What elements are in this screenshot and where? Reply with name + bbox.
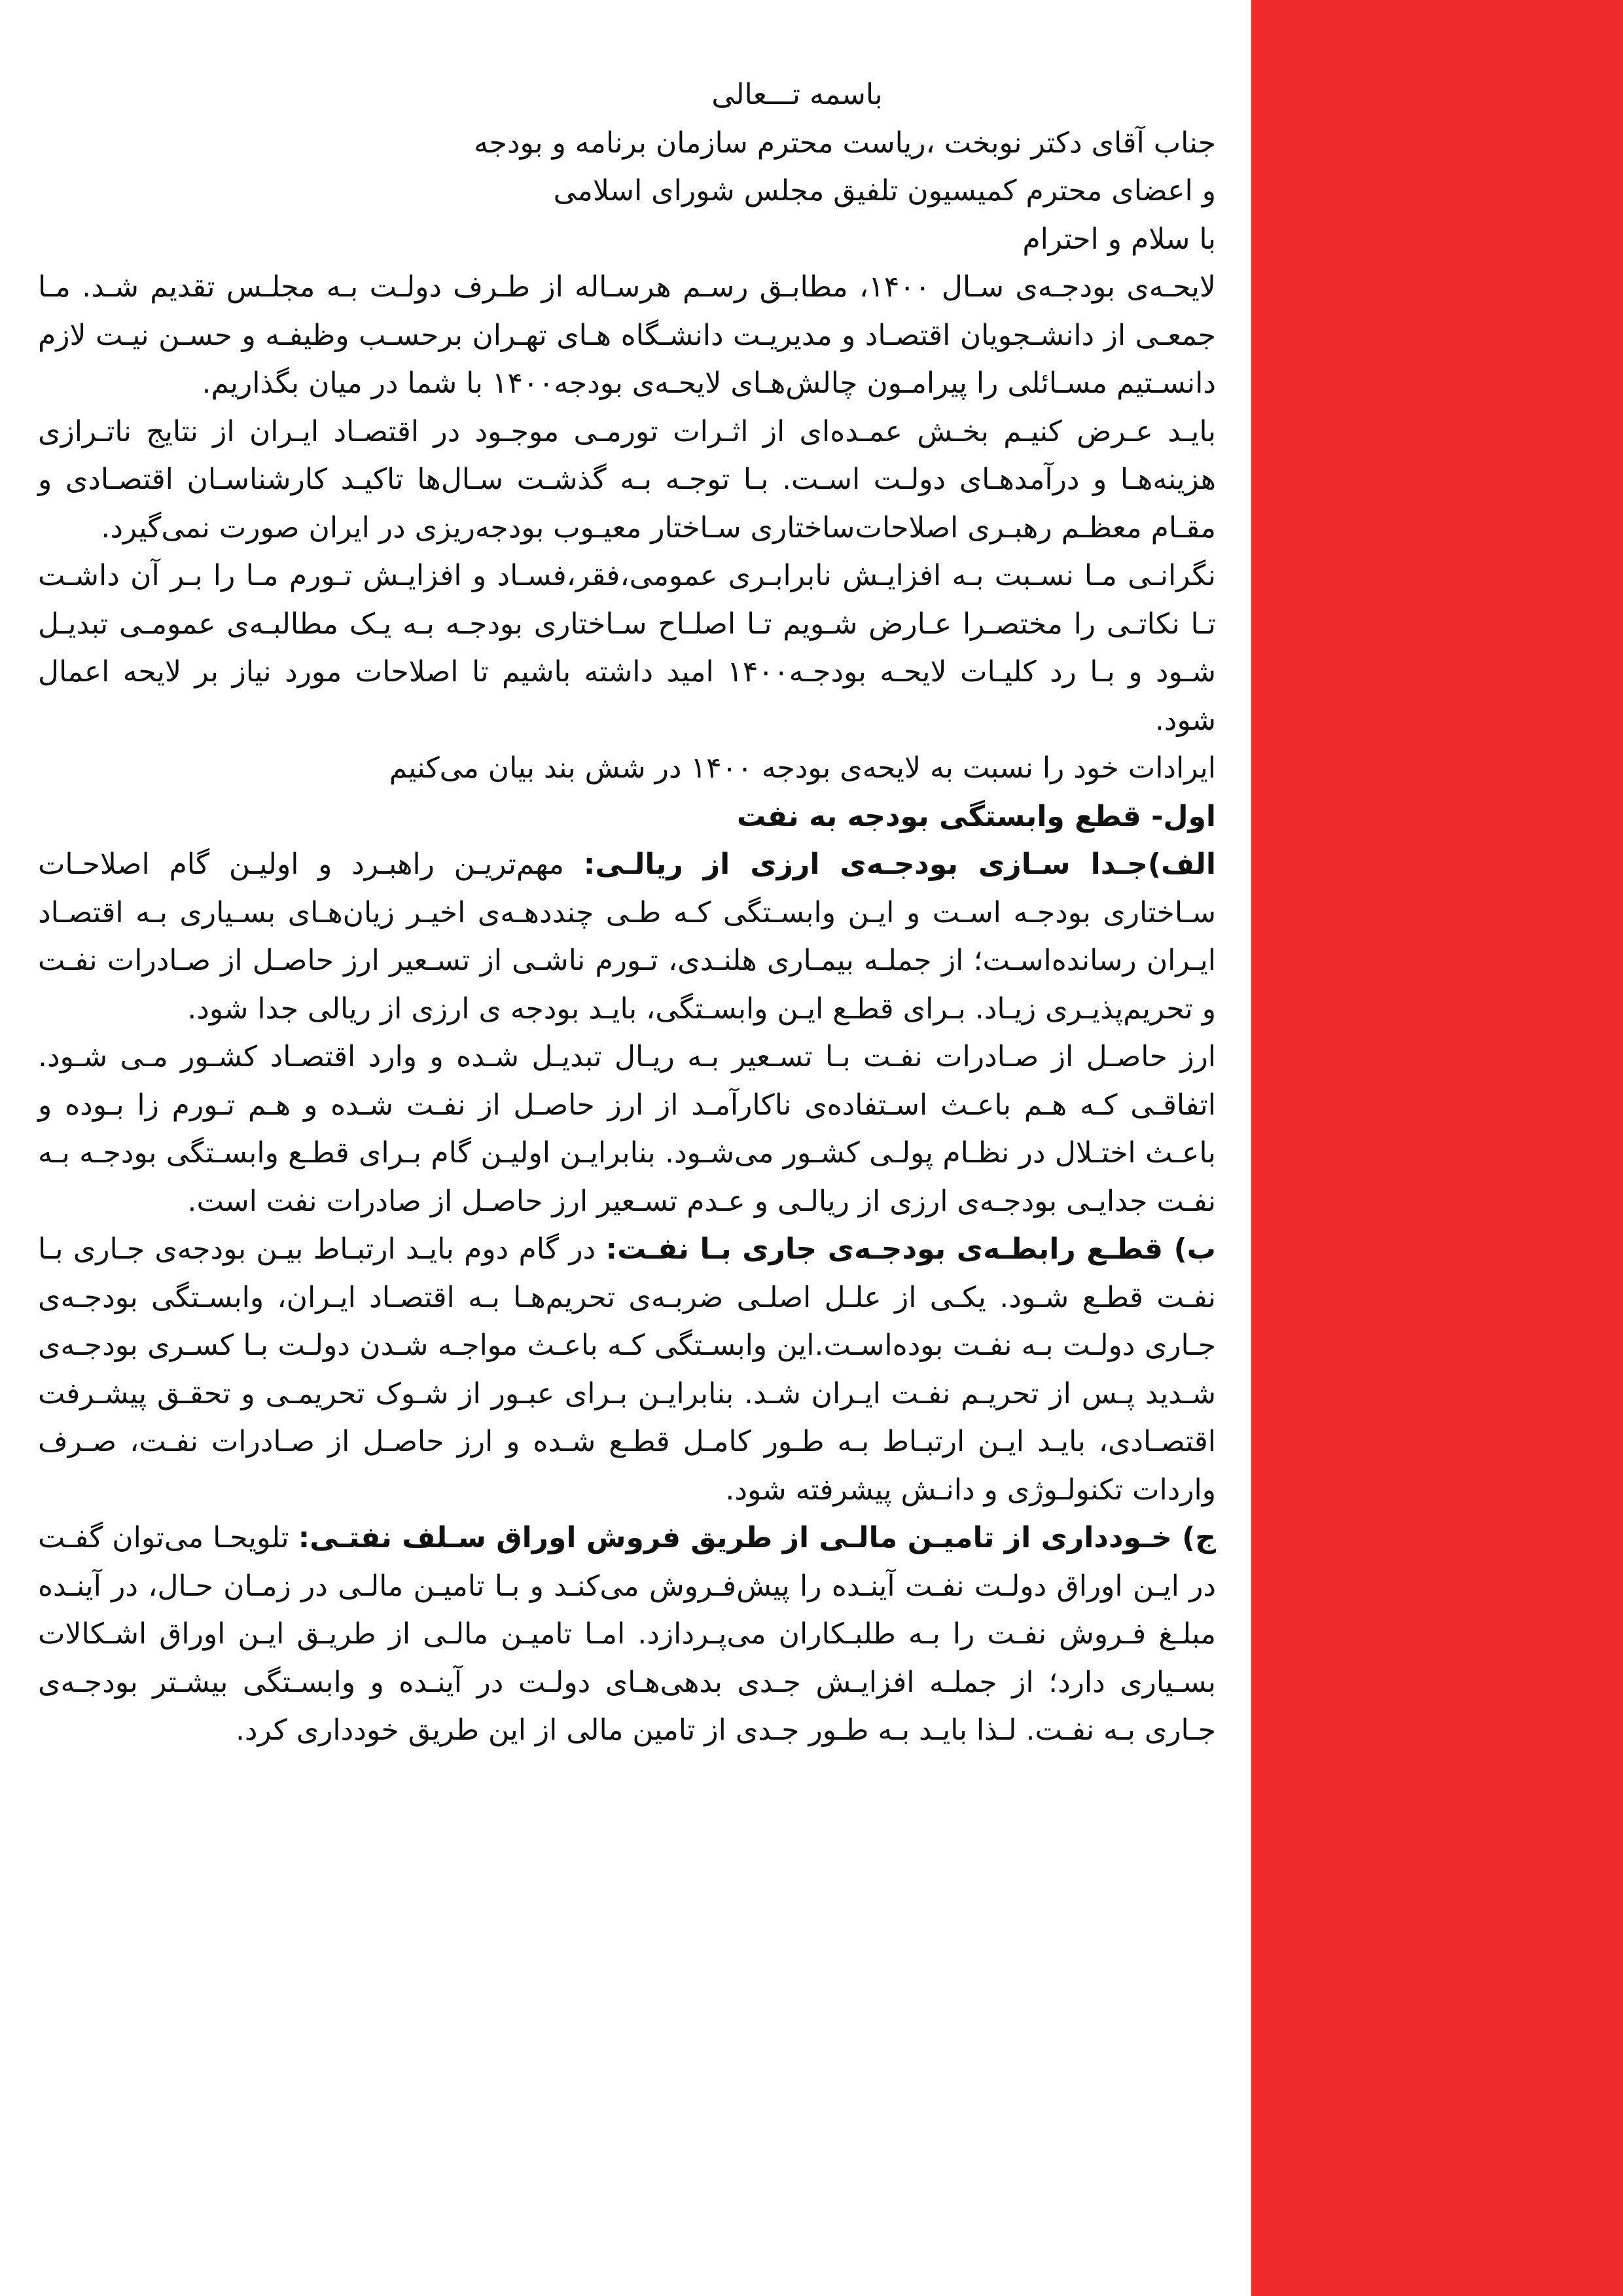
intro-paragraph-4: ایرادات خود را نسبت به لایحه‌ی بودجه ۱۴۰۰ در شش بند بیان می‌کنیم — [389, 751, 1216, 785]
red-sidebar — [1251, 0, 1623, 2296]
invocation: باسمه تـــعالی — [711, 78, 883, 111]
intro-paragraph-1: لایحـه‌ی بودجـه‌ی سـال ۱۴۰۰، مطابـق رسـم هرسـاله از طـرف دولـت بـه مجلـس تقدیم شـد. مـا جمعـی از دانشـجویان اقتصـاد و مدیریـت دانشـگاه هـای تهـران برحسـب وظیفـه و حسـن نیـت لازم دانسـتیم مسـائلی را پیرامـون چالش‌هـای لایحـه‌ی بودجه۱۴۰۰ با شما در میان بگذاریم. — [38, 270, 1216, 400]
item-a-text: مهم‌تریـن راهبـرد و اولیـن گام اصلاحـات سـاختاری بودجـه اسـت و ایـن وابسـتگی کـه طـی چنددهـه‌ی اخیـر زیان‌هـای بسـیاری بـه اقتصـاد ایـران رسانده‌اسـت؛ از جملـه بیمـاری هلنـدی، تـورم ناشـی از تسـعیر ارز حاصـل از صـادرات نفـت و تحریم‌پذیـری زیـاد. بـرای قطـع ایـن وابسـتگی، بایـد بودجه ی ارزی از ریالی جدا شود. — [38, 848, 1216, 1026]
item-a-paragraph-2: ارز حاصـل از صـادرات نفـت بـا تسـعیر بـه ریـال تبدیـل شـده و وارد اقتصـاد کشـور مـی شـود. اتفاقـی کـه هـم باعـث اسـتفاده‌ی ناکارآمـد از ارز حاصـل از نفـت شـده و هـم تـورم زا بـوده و باعـث اختـلال در نظـام پولـی کشـور می‌شـود. بنابرایـن اولیـن گام بـرای قطـع وابسـتگی بودجـه بـه نفـت جدایـی بودجـه‌ی ارزی از ریالـی و عـدم تسـعیر ارز حاصـل از صادرات نفت است. — [38, 1040, 1216, 1218]
item-c-text: تلویحـا می‌توان گفـت در ایـن اوراق دولـت نفـت آینـده را پیش‌فـروش می‌کنـد و بـا تامیـن مالـی در زمـان حـال، در آینـده مبلـغ فـروش نفـت را بـه طلبـکاران می‌پـردازد. امـا تامیـن مالـی از طریـق ایـن اوراق اشـکالات بسـیاری دارد؛ از جملـه افزایـش جـدی بدهی‌هـای دولـت در آینـده و وابسـتگی بیشـتر بودجـه‌ی جـاری بـه نفـت. لـذا بایـد بـه طـور جـدی از تامین مالی از این طریق خودداری کرد. — [38, 1521, 1216, 1747]
section-1-heading: اول- قطع وابستگی بودجه به نفت — [736, 799, 1216, 833]
intro-paragraph-2: بایـد عـرض کنیـم بخـش عمـده‌ای از اثـرات تورمـی موجـود در اقتصـاد ایـران از نتایج ناتـرازی هزینه‌هـا و درآمدهـای دولـت اسـت. بـا توجـه بـه گذشـت سـال‌ها تاکیـد کارشناسـان اقتصـادی و مقـام معظـم رهبـری اصلاحات‌ساختاری سـاختار معیـوب بودجه‌ریزی در ایران صورت نمی‌گیرد. — [38, 414, 1216, 545]
greeting: با سلام و احترام — [1022, 222, 1216, 256]
letter-body — [38, 71, 1216, 1755]
item-a-paragraph — [38, 840, 1216, 1033]
item-b-title: ب) قطـع رابطـه‌ی بودجـه‌ی جاری بـا نفـت: — [605, 1232, 1217, 1266]
item-b-text: در گام دوم بایـد ارتبـاط بیـن بودجه‌ی جـاری بـا نفـت قطـع شـود. یکـی از علـل اصلـی ضربـه‌ی تحریم‌هـا بـه اقتصـاد ایـران، وابسـتگی بودجـه‌ی جـاری دولـت بـه نفـت بوده‌اسـت.این وابسـتگی کـه باعـث مواجـه شـدن دولـت بـا کسـری بودجـه‌ی شـدید پـس از تحریـم نفـت ایـران شـد. بنابرایـن بـرای عبـور از شـوک تحریمـی و تحقـق پیشـرفت اقتصـادی، بایـد ایـن ارتبـاط بـه طـور کامـل قطـع شـده و ارز حاصـل از صـادرات نفـت، صـرف واردات تکنولـوژی و دانـش پیشرفته شود. — [38, 1232, 1216, 1507]
item-b-paragraph — [38, 1225, 1216, 1514]
addressee-line-1: جناب آقای دکتر نوبخت ،ریاست محترم سازمان برنامه و بودجه — [474, 126, 1216, 160]
item-c-title: ج) خـودداری از تامیـن مالـی از طریق فروش اوراق سـلف نفتـی: — [298, 1521, 1216, 1554]
item-a-title: الف)جـدا سـازی بودجـه‌ی ارزی از ریالـی: — [583, 848, 1217, 881]
addressee-line-2: و اعضای محترم کمیسیون تلفیق مجلس شورای اسلامی — [553, 174, 1216, 207]
item-c-paragraph — [38, 1514, 1216, 1755]
intro-paragraph-3: نگرانـی مـا نسـبت بـه افزایـش نابرابـری عمومی،فقر،فسـاد و افزایـش تـورم مـا را بـر آن داشـت تـا نکاتـی را مختصـرا عـارض شـویم تـا اصلـاح سـاختاری بودجـه بـه یـک مطالبـه‌ی عمومـی تبدیـل شـود و بـا رد کلیـات لایحـه بودجـه۱۴۰۰ امید داشته باشیم تا اصلاحات مورد نیاز بر لایحه اعمال شود. — [38, 559, 1216, 737]
